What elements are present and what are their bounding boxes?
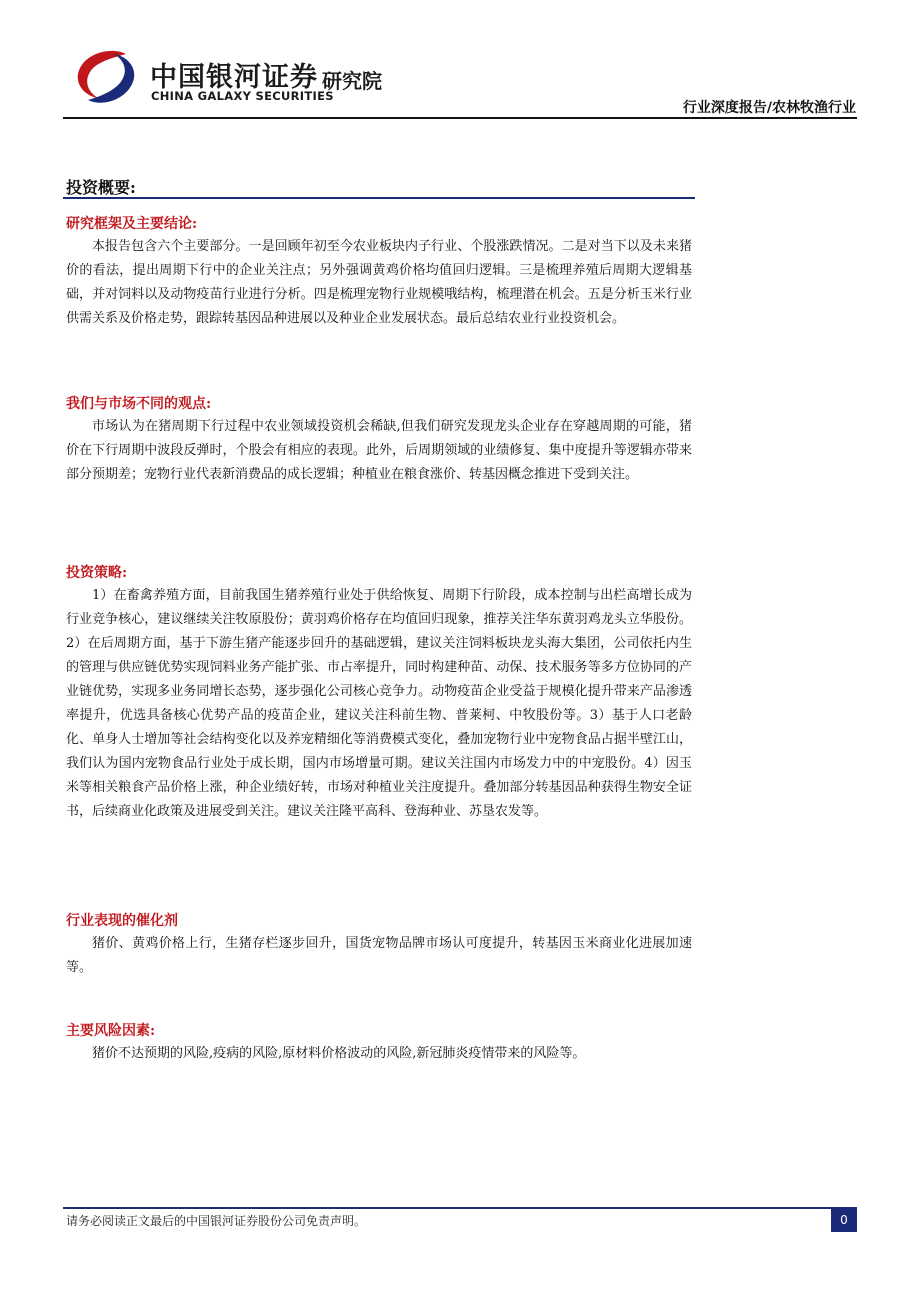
- section-title: 我们与市场不同的观点:: [66, 396, 212, 412]
- page-header: [0, 0, 920, 122]
- section-title: 投资策略:: [66, 565, 128, 581]
- section-risks: [66, 1020, 692, 1066]
- section-body: 猪价、黄鸡价格上行，生猪存栏逐步回升，国货宠物品牌市场认可度提升，转基因玉米商业化进展加速等。: [66, 936, 692, 975]
- section-body: 市场认为在猪周期下行过程中农业领域投资机会稀缺,但我们研究发现龙头企业存在穿越周期的可能，猪价在下行周期中波段反弹时，个股会有相应的表现。此外，后周期领域的业绩修复、集中度提升等逻辑亦带来部分预期差；宠物行业代表新消费品的成长逻辑；种植业在粮食涨价、转基因概念推进下受到关注。: [66, 419, 692, 482]
- section-strategy: [66, 562, 692, 824]
- section-title: 主要风险因素:: [66, 1023, 156, 1039]
- section-catalysts: [66, 910, 692, 980]
- footer-divider: [63, 1207, 857, 1209]
- logo-company-name-cn: 中国银河证券: [150, 62, 318, 93]
- section-title: 行业表现的催化剂: [66, 913, 178, 929]
- logo-institute-label: 研究院: [322, 69, 382, 93]
- section-framework: [66, 213, 692, 331]
- section-title: 研究框架及主要结论:: [66, 216, 198, 232]
- section-body: 1）在畜禽养殖方面，目前我国生猪养殖行业处于供给恢复、周期下行阶段，成本控制与出栏高增长成为行业竞争核心，建议继续关注牧原股份；黄羽鸡价格存在均值回归现象，推荐关注华东黄羽鸡龙头立华股份。2）在后周期方面，基于下游生猪产能逐步回升的基础逻辑，建议关注饲料板块龙头海大集团，公司依托内生的管理与供应链优势实现饲料业务产能扩张、市占率提升，同时构建种苗、动保、技术服务等多方位协同的产业链优势，实现多业务同增长态势，逐步强化公司核心竞争力。动物疫苗企业受益于规模化提升带来产品渗透率提升，优选具备核心优势产品的疫苗企业，建议关注科前生物、普莱柯、中牧股份等。3）基于人口老龄化、单身人士增加等社会结构变化以及养宠精细化等消费模式变化，叠加宠物行业中宠物食品占据半壁江山，我们认为国内宠物食品行业处于成长期，国内市场增量可期。建议关注国内市场发力中的中宠股份。4）因玉米等相关粮食产品价格上涨，种企业绩好转，市场对种植业关注度提升。叠加部分转基因品种获得生物安全证书，后续商业化政策及进展受到关注。建议关注隆平高科、登海种业、苏垦农发等。: [66, 588, 692, 819]
- report-type-label: 行业深度报告/农林牧渔行业: [682, 100, 856, 116]
- summary-divider: [63, 197, 695, 199]
- logo-company-name-en: CHINA GALAXY SECURITIES: [151, 89, 334, 103]
- section-body: 猪价不达预期的风险,疫病的风险,原材料价格波动的风险,新冠肺炎疫情带来的风险等。: [92, 1046, 586, 1061]
- footer-disclaimer: 请务必阅读正文最后的中国银河证券股份公司免责声明。: [66, 1214, 367, 1228]
- page-number: 0: [831, 1208, 857, 1232]
- section-body: 本报告包含六个主要部分。一是回顾年初至今农业板块内子行业、个股涨跌情况。二是对当下以及未来猪价的看法，提出周期下行中的企业关注点；另外强调黄鸡价格均值回归逻辑。三是梳理养殖后周期大逻辑基础，并对饲料以及动物疫苗行业进行分析。四是梳理宠物行业规模哦结构，梳理潜在机会。五是分析玉米行业供需关系及价格走势，跟踪转基因品种进展以及种业企业发展状态。最后总结农业行业投资机会。: [66, 239, 692, 326]
- galaxy-logo-icon: [74, 48, 138, 104]
- summary-title: 投资概要:: [66, 178, 136, 197]
- header-divider: [63, 117, 857, 119]
- section-different-views: [66, 393, 692, 487]
